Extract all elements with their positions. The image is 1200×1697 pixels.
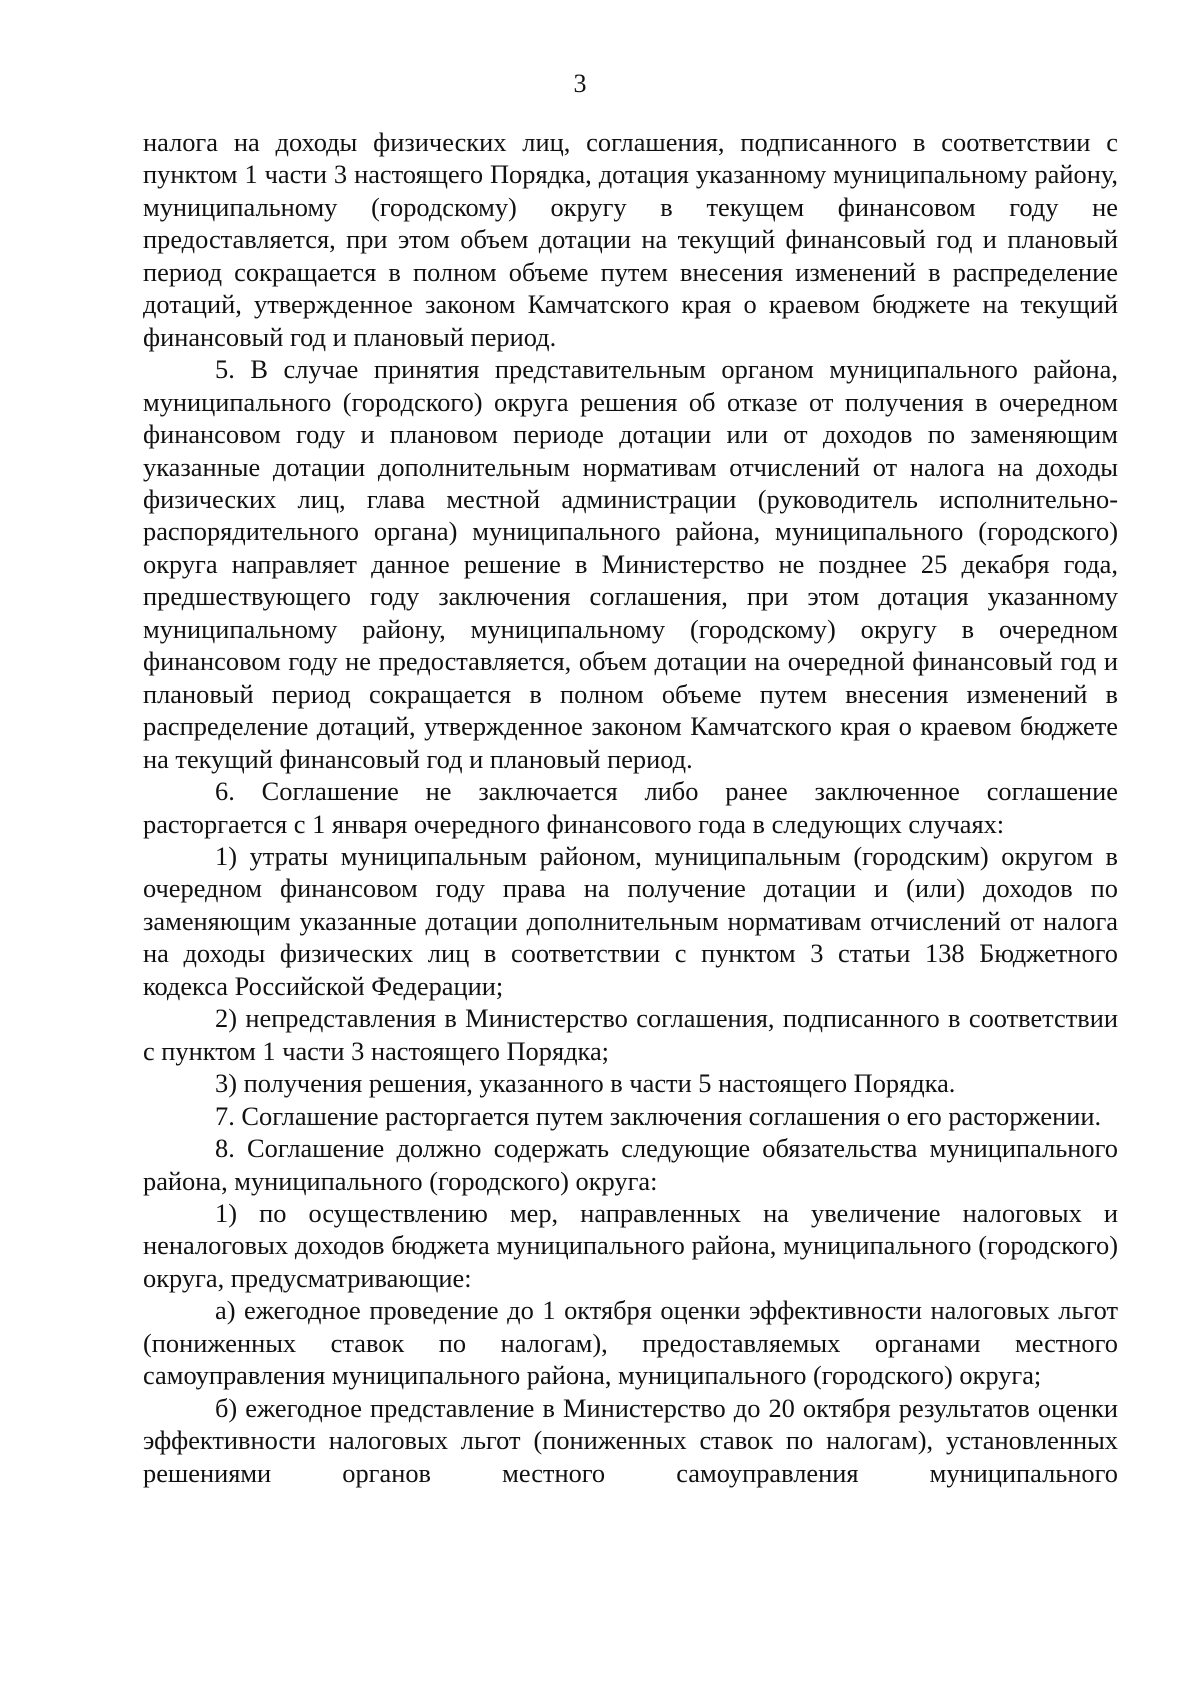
paragraph-5: 5. В случае принятия представительным органом муниципального района, муниципального (городского) округа решения об отказе от получения в очередном финансовом году и плановом периоде дотации или от доходов по заменяющим указанные дотации дополнительным нормативам отчислений от налога на доходы физических лиц, глава местной администрации (руководитель исполнительно-распорядительного органа) муниципального района, муниципального (городского) округа направляет данное решение в Министерство не позднее 25 декабря года, предшествующего году заключения соглашения, при этом дотация указанному муниципальному району, муниципальному (городскому) округу в очередном финансовом году не предоставляется, объем дотации на очередной финансовый год и плановый период сокращается в полном объеме путем внесения изменений в распределение дотаций, утвержденное законом Камчатского края о краевом бюджете на текущий финансовый год и плановый период. (143, 354, 1118, 774)
paragraph-6-item-3: 3) получения решения, указанного в части 5 настоящего Порядка. (215, 1068, 956, 1099)
paragraph-6-item-1: 1) утраты муниципальным районом, муниципальным (городским) округом в очередном финансовом году права на получение дотации и (или) доходов по заменяющим указанные дотации дополнительным нормативам отчислений от налога на доходы физических лиц в соответствии с пунктом 3 статьи 138 Бюджетного кодекса Российской Федерации; (143, 840, 1118, 1001)
paragraph-7: 7. Соглашение расторгается путем заключения соглашения о его расторжении. (215, 1100, 1102, 1131)
paragraph-8: 8. Соглашение должно содержать следующие обязательства муниципального района, муниципального (городского) округа: (143, 1133, 1118, 1196)
paragraph-8-item-1: 1) по осуществлению мер, направленных на увеличение налоговых и неналоговых доходов бюджета муниципального района, муниципального (городского) округа, предусматривающие: (143, 1197, 1118, 1293)
paragraph-6-item-2: 2) непредставления в Министерство соглашения, подписанного в соответствии с пунктом 1 части 3 настоящего Порядка; (143, 1003, 1118, 1066)
paragraph-8-item-1b: б) ежегодное представление в Министерство до 20 октября результатов оценки эффективности налоговых льгот (пониженных ставок по налогам), установленных решениями органов местного самоуправления муниципального (143, 1392, 1118, 1488)
paragraph-continuation: налога на доходы физических лиц, соглашения, подписанного в соответствии с пунктом 1 части 3 настоящего Порядка, дотация указанному муниципальному району, муниципальному (городскому) округу в текущем финансовом году не предоставляется, при этом объем дотации на текущий финансовый год и плановый период сокращается в полном объеме путем внесения изменений в распределение дотаций, утвержденное законом Камчатского края о краевом бюджете на текущий финансовый год и плановый период. (143, 127, 1118, 352)
page-number: 3 (573, 69, 587, 98)
document-body (143, 126, 1118, 1489)
paragraph-8-item-1a: а) ежегодное проведение до 1 октября оценки эффективности налоговых льгот (пониженных ставок по налогам), предоставляемых органами местного самоуправления муниципального района, муниципального (городского) округа; (143, 1295, 1118, 1391)
paragraph-6: 6. Соглашение не заключается либо ранее заключенное соглашение расторгается с 1 января очередного финансового года в следующих случаях: (143, 776, 1118, 839)
